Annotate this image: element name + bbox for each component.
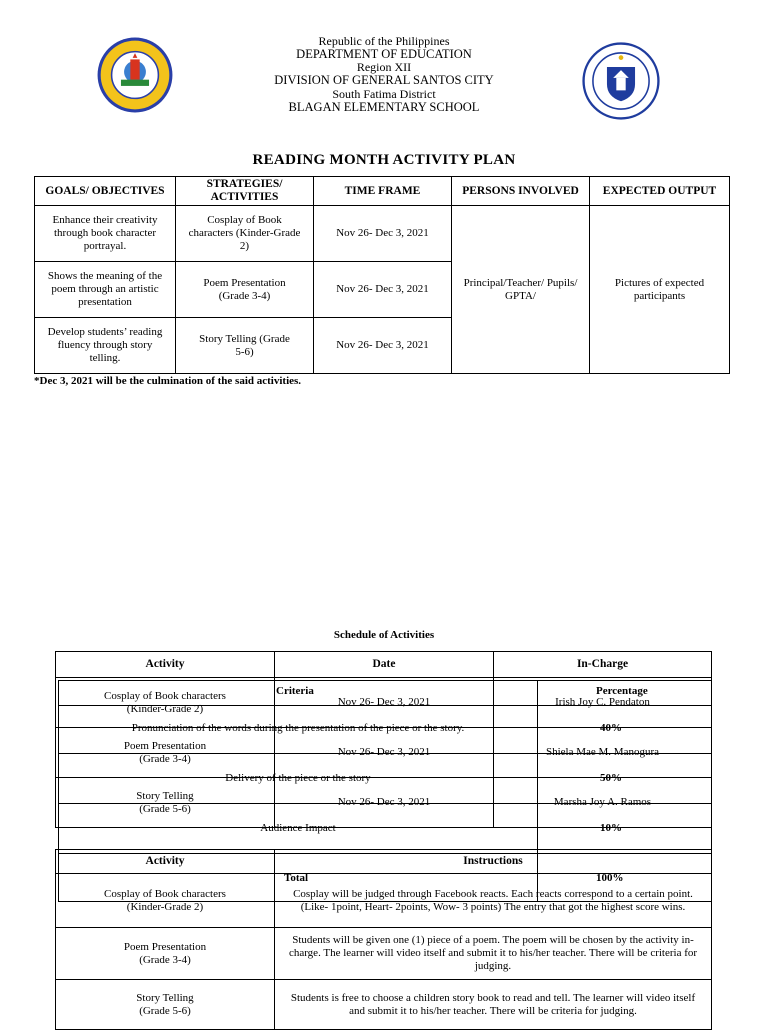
header-expected-output: EXPECTED OUTPUT [590, 177, 730, 206]
goal-cell: Shows the meaning of the poem through an artistic presentation [35, 262, 176, 318]
criteria-rule [58, 803, 712, 804]
header-republic: Republic of the Philippines [318, 34, 450, 48]
schedule-activity-cell: Poem Presentation (Grade 3-4) [56, 728, 275, 778]
plan-title: READING MONTH ACTIVITY PLAN [252, 152, 516, 168]
strategy-cell: Cosplay of Book characters (Kinder-Grade 2) [176, 206, 314, 262]
criteria-rule [58, 753, 712, 754]
activity-plan-table [34, 176, 730, 374]
schedule-incharge-cell: Marsha Joy A. Ramos [494, 778, 712, 828]
instructions-header-instructions: Instructions [275, 850, 712, 874]
criteria-audience-impact: Audience Impact [260, 822, 336, 834]
schedule-incharge-cell: Irish Joy C. Pendaton [494, 678, 712, 728]
strategy-cell: Story Telling (Grade 5-6) [176, 318, 314, 374]
table-row [35, 206, 730, 262]
criteria-total-label: Total [284, 872, 309, 884]
table-row [56, 928, 712, 980]
percentage-header: Percentage [596, 685, 648, 697]
schedule-header-date: Date [275, 652, 494, 678]
table-row [56, 874, 712, 928]
expected-output-cell: Pictures of expected participants [590, 206, 730, 374]
persons-involved-cell: Principal/Teacher/ Pupils/ GPTA/ [452, 206, 590, 374]
deped-seal-logo [582, 42, 660, 120]
schedule-date-cell: Nov 26- Dec 3, 2021 [275, 778, 494, 828]
schedule-incharge-cell: Shiela Mae M. Manogura [494, 728, 712, 778]
instructions-table [55, 849, 712, 1030]
criteria-percentage: 40% [600, 722, 622, 734]
criteria-pronunciation: Pronunciation of the words during the presentation of the piece or the story. [131, 722, 465, 734]
schedule-date-cell: Nov 26- Dec 3, 2021 [275, 678, 494, 728]
strategy-cell: Poem Presentation (Grade 3-4) [176, 262, 314, 318]
instructions-activity-cell: Poem Presentation (Grade 3-4) [56, 928, 275, 980]
goal-cell: Enhance their creativity through book character portrayal. [35, 206, 176, 262]
time-cell: Nov 26- Dec 3, 2021 [314, 318, 452, 374]
instructions-header-activity: Activity [56, 850, 275, 874]
header-region: Region XII [356, 60, 412, 74]
header-district: South Fatima District [332, 87, 436, 101]
time-cell: Nov 26- Dec 3, 2021 [314, 262, 452, 318]
header-division: DIVISION OF GENERAL SANTOS CITY [274, 73, 494, 87]
schedule-header-activity: Activity [56, 652, 275, 678]
criteria-header: Criteria [276, 685, 314, 697]
header-strategies: STRATEGIES/ ACTIVITIES [176, 177, 314, 206]
table-row [56, 980, 712, 1030]
schedule-activity-cell: Story Telling (Grade 5-6) [56, 778, 275, 828]
header-school: BLAGAN ELEMENTARY SCHOOL [288, 100, 480, 114]
schedule-activity-cell: Cosplay of Book characters (Kinder-Grade 2) [56, 678, 275, 728]
header-time-frame: TIME FRAME [314, 177, 452, 206]
header-goals: GOALS/ OBJECTIVES [35, 177, 176, 206]
schedule-title: Schedule of Activities [333, 629, 435, 641]
instructions-text-cell: Students is free to choose a children story book to read and tell. The learner will video itself and submit it to his/her teacher. There will be criteria for judging. [275, 980, 712, 1030]
criteria-delivery: Delivery of the piece or the story [225, 772, 371, 784]
instructions-activity-cell: Cosplay of Book characters (Kinder-Grade 2) [56, 874, 275, 928]
criteria-total-value: 100% [596, 872, 624, 884]
criteria-percentage: 10% [600, 822, 622, 834]
instructions-text-cell: Cosplay will be judged through Facebook reacts. Each reacts correspond to a certain point. (Like- 1point, Heart- 2points, Wow- 3 points) The entry that got the highest score wins. [275, 874, 712, 928]
schedule-date-cell: Nov 26- Dec 3, 2021 [275, 728, 494, 778]
time-cell: Nov 26- Dec 3, 2021 [314, 206, 452, 262]
criteria-percentage: 50% [600, 772, 622, 784]
criteria-rule [58, 705, 712, 706]
instructions-text-cell: Students will be given one (1) piece of a poem. The poem will be chosen by the activity in-charge. The learner will video itself and submit it to his/her teacher. There will be criteria for judging. [275, 928, 712, 980]
goal-cell: Develop students’ reading fluency through story telling. [35, 318, 176, 374]
culmination-note: *Dec 3, 2021 will be the culmination of the said activities. [34, 375, 302, 387]
header-department: DEPARTMENT OF EDUCATION [296, 47, 472, 61]
header-persons: PERSONS INVOLVED [452, 177, 590, 206]
schedule-header-incharge: In-Charge [494, 652, 712, 678]
instructions-activity-cell: Story Telling (Grade 5-6) [56, 980, 275, 1030]
